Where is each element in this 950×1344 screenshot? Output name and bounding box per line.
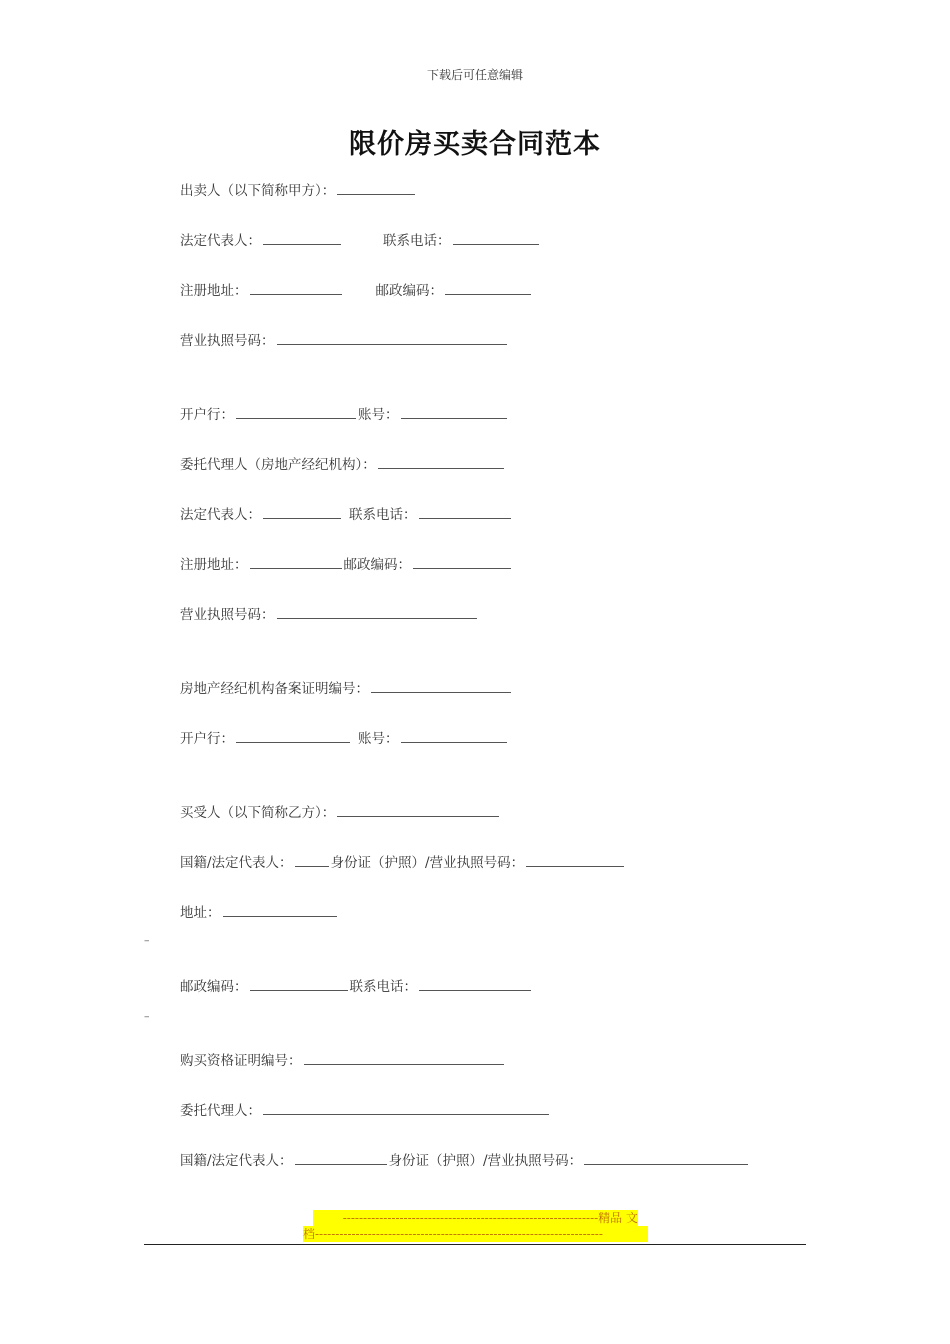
agent-legal-rep-line xyxy=(180,504,513,524)
buyer-id-blank[interactable] xyxy=(526,852,624,867)
buyer-name-line xyxy=(180,802,501,822)
seller-postcode-blank[interactable] xyxy=(445,280,531,295)
buyer-agent-blank[interactable] xyxy=(263,1100,549,1115)
buyer-agent-id-blank[interactable] xyxy=(584,1150,748,1165)
seller-legal-rep-label: 法定代表人： xyxy=(180,233,261,249)
buyer-qualification-label: 购买资格证明编号： xyxy=(180,1053,302,1069)
buyer-qualification-blank[interactable] xyxy=(304,1050,504,1065)
agent-bank-blank[interactable] xyxy=(236,728,350,743)
buyer-address-label: 地址： xyxy=(180,905,221,921)
footer-rule xyxy=(144,1244,806,1245)
seller-legal-rep-line xyxy=(180,230,541,250)
agent-phone-label: 联系电话： xyxy=(349,507,417,523)
seller-account-label: 账号： xyxy=(358,407,399,423)
buyer-postcode-blank[interactable] xyxy=(250,976,348,991)
seller-phone-blank[interactable] xyxy=(453,230,539,245)
buyer-id-label: 身份证（护照）/营业执照号码： xyxy=(330,855,525,871)
seller-license-label: 营业执照号码： xyxy=(180,333,275,349)
seller-address-line xyxy=(180,280,533,300)
agent-address-line xyxy=(180,554,513,574)
seller-bank-blank[interactable] xyxy=(236,404,356,419)
buyer-address-blank[interactable] xyxy=(223,902,337,917)
agent-phone-blank[interactable] xyxy=(419,504,511,519)
agent-name-line xyxy=(180,454,506,474)
buyer-agent-nationality-blank[interactable] xyxy=(295,1150,387,1165)
seller-postcode-label: 邮政编码： xyxy=(375,283,443,299)
buyer-phone-blank[interactable] xyxy=(419,976,531,991)
seller-name-line xyxy=(180,180,417,200)
seller-license-blank[interactable] xyxy=(277,330,507,345)
agent-address-blank[interactable] xyxy=(250,554,342,569)
buyer-name-blank[interactable] xyxy=(337,802,499,817)
buyer-nationality-blank[interactable] xyxy=(295,852,329,867)
buyer-agent-nationality-label: 国籍/法定代表人： xyxy=(180,1153,293,1169)
buyer-agent-id-label: 身份证（护照）/营业执照号码： xyxy=(388,1153,583,1169)
document-title: 限价房买卖合同范本 xyxy=(349,129,601,160)
agent-license-line xyxy=(180,604,479,624)
agent-filing-label: 房地产经纪机构备案证明编号： xyxy=(180,681,369,697)
agent-account-blank[interactable] xyxy=(401,728,507,743)
agent-bank-line xyxy=(180,728,509,748)
buyer-phone-label: 联系电话： xyxy=(349,979,417,995)
agent-account-label: 账号： xyxy=(358,731,399,747)
seller-legal-rep-blank[interactable] xyxy=(263,230,341,245)
buyer-agent-label: 委托代理人： xyxy=(180,1103,261,1119)
agent-name-label: 委托代理人（房地产经纪机构）： xyxy=(180,457,376,473)
seller-account-blank[interactable] xyxy=(401,404,507,419)
seller-name-blank[interactable] xyxy=(337,180,415,195)
buyer-address-line xyxy=(180,902,339,922)
buyer-postcode-label: 邮政编码： xyxy=(180,979,248,995)
seller-phone-label: 联系电话： xyxy=(383,233,451,249)
agent-postcode-label: 邮政编码： xyxy=(343,557,411,573)
footer-highlight-line-2: 档----------------------------------------------------------------------- xyxy=(303,1226,648,1242)
seller-address-label: 注册地址： xyxy=(180,283,248,299)
agent-filing-blank[interactable] xyxy=(371,678,511,693)
agent-bank-label: 开户行： xyxy=(180,731,234,747)
seller-name-label: 出卖人（以下简称甲方）： xyxy=(180,183,336,199)
header-note: 下载后可任意编辑 xyxy=(426,68,523,82)
agent-legal-rep-label: 法定代表人： xyxy=(180,507,261,523)
agent-postcode-blank[interactable] xyxy=(413,554,511,569)
seller-bank-line xyxy=(180,404,509,424)
agent-legal-rep-blank[interactable] xyxy=(263,504,341,519)
seller-license-line xyxy=(180,330,509,350)
buyer-agent-line xyxy=(180,1100,551,1120)
agent-license-blank[interactable] xyxy=(277,604,477,619)
agent-filing-line xyxy=(180,678,513,698)
stray-dash-mark: – xyxy=(144,934,150,947)
agent-license-label: 营业执照号码： xyxy=(180,607,275,623)
buyer-nationality-line xyxy=(180,852,626,872)
seller-bank-label: 开户行： xyxy=(180,407,234,423)
buyer-postcode-line xyxy=(180,976,533,996)
buyer-nationality-label: 国籍/法定代表人： xyxy=(180,855,293,871)
stray-dash-mark: – xyxy=(144,1010,150,1023)
buyer-name-label: 买受人（以下简称乙方）： xyxy=(180,805,336,821)
buyer-agent-nationality-line xyxy=(180,1150,750,1170)
seller-address-blank[interactable] xyxy=(250,280,342,295)
footer-highlight-line-1: ---------------------------------------------------------------精品 文 xyxy=(313,1210,638,1226)
agent-name-blank[interactable] xyxy=(378,454,504,469)
buyer-qualification-line xyxy=(180,1050,506,1070)
agent-address-label: 注册地址： xyxy=(180,557,248,573)
